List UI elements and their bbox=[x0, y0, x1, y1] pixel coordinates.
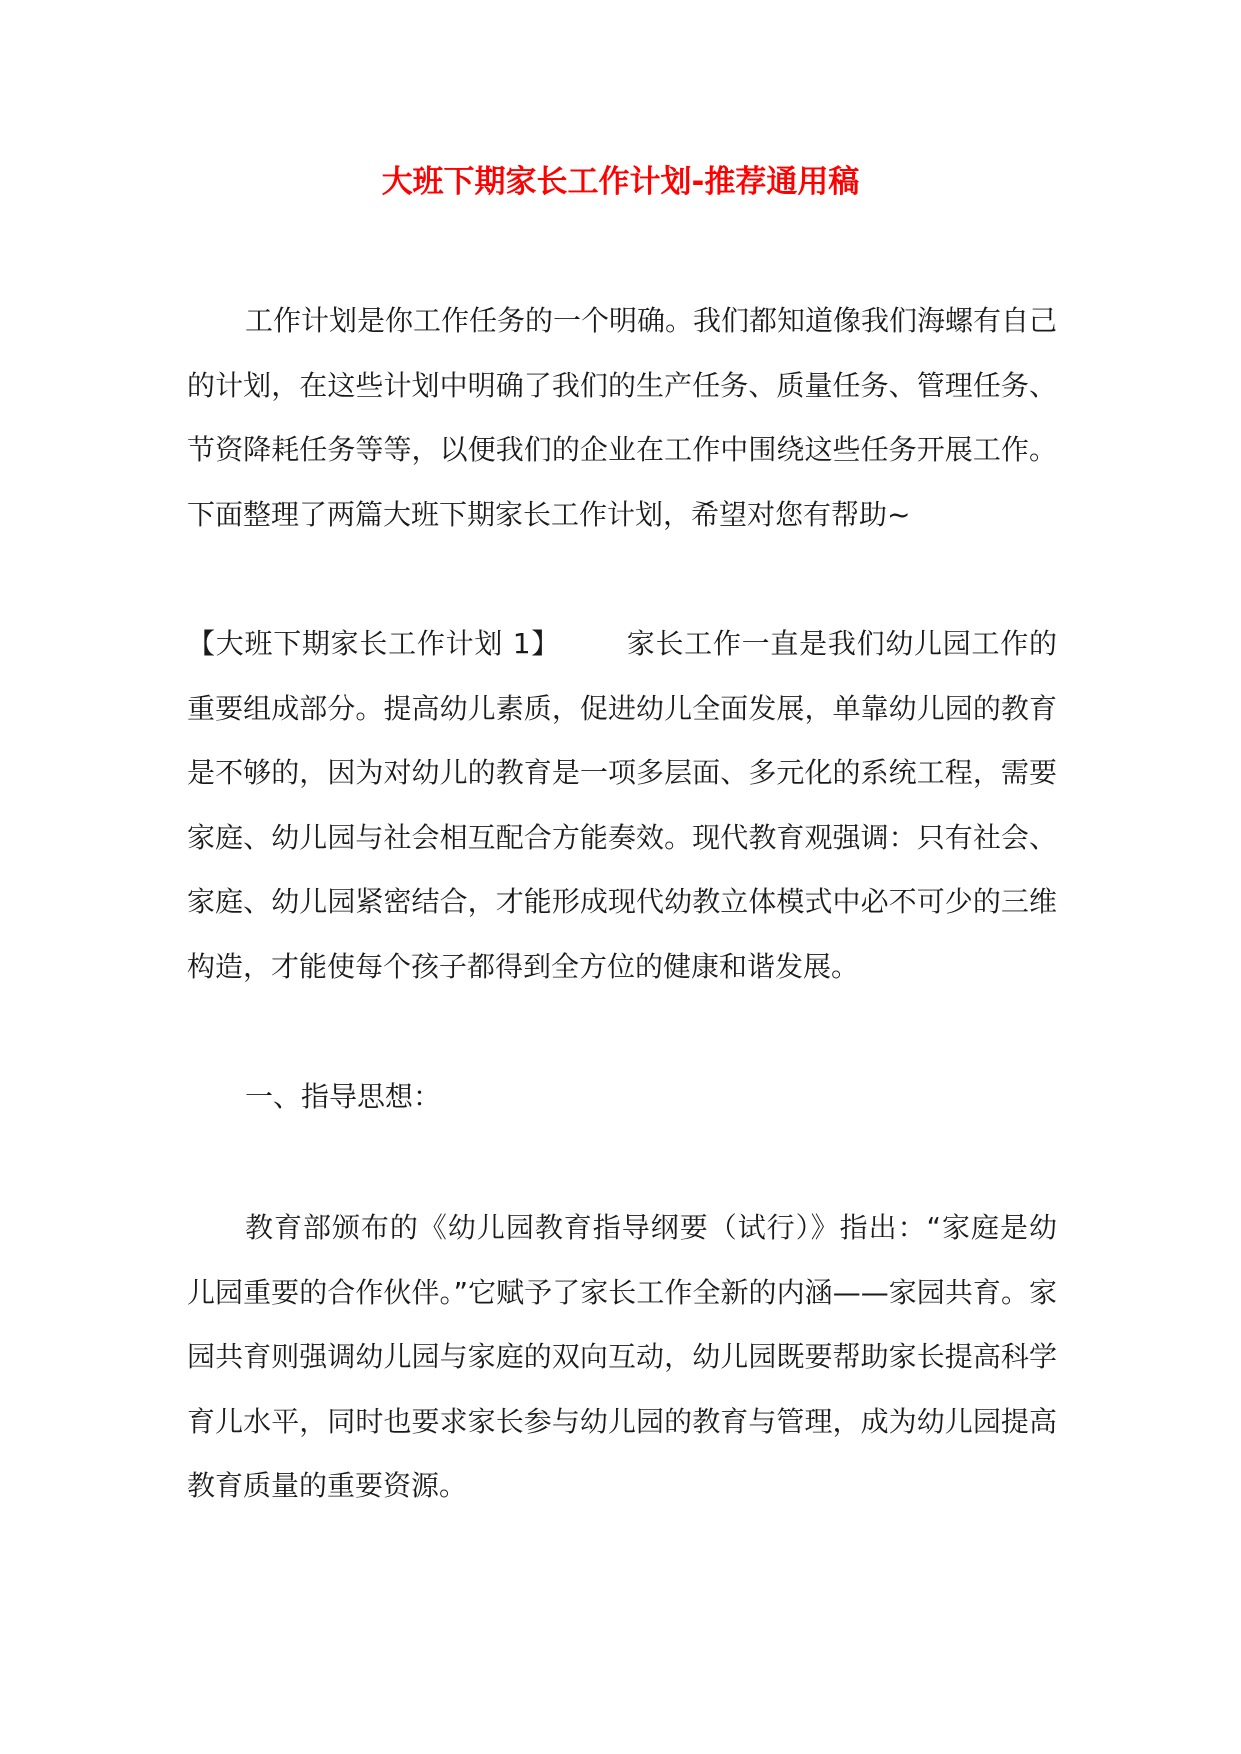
document-title: 大班下期家长工作计划-推荐通用稿 bbox=[381, 164, 860, 200]
intro-paragraph: 工作计划是你工作任务的一个明确。我们都知道像我们海螺有自己的计划，在这些计划中明确了我们的生产任务、质量任务、管理任务、节资降耗任务等等，以便我们的企业在工作中围绕这些任务开展工作。下面整理了两篇大班下期家长工作计划，希望对您有帮助~ bbox=[187, 304, 1058, 531]
plan1-label: 【大班下期家长工作计划 1】 bbox=[187, 627, 560, 660]
plan1-paragraph bbox=[187, 612, 1057, 999]
guide-paragraph: 教育部颁布的《幼儿园教育指导纲要（试行）》指出：“家庭是幼儿园重要的合作伙伴。”它赋予了家长工作全新的内涵——家园共育。家园共育则强调幼儿园与家庭的双向互动，幼儿园既要帮助家长提高科学育儿水平，同时也要求家长参与幼儿园的教育与管理，成为幼儿园提高教育质量的重要资源。 bbox=[187, 1211, 1057, 1502]
plan1-text: 家长工作一直是我们幼儿园工作的重要组成部分。提高幼儿素质，促进幼儿全面发展，单靠幼儿园的教育是不够的，因为对幼儿的教育是一项多层面、多元化的系统工程，需要家庭、幼儿园与社会相互配合方能奏效。现代教育观强调：只有社会、家庭、幼儿园紧密结合，才能形成现代幼教立体模式中必不可少的三维构造，才能使每个孩子都得到全方位的健康和谐发展。 bbox=[187, 627, 1057, 983]
section-heading-guiding-ideology: 一、指导思想： bbox=[245, 1080, 442, 1113]
